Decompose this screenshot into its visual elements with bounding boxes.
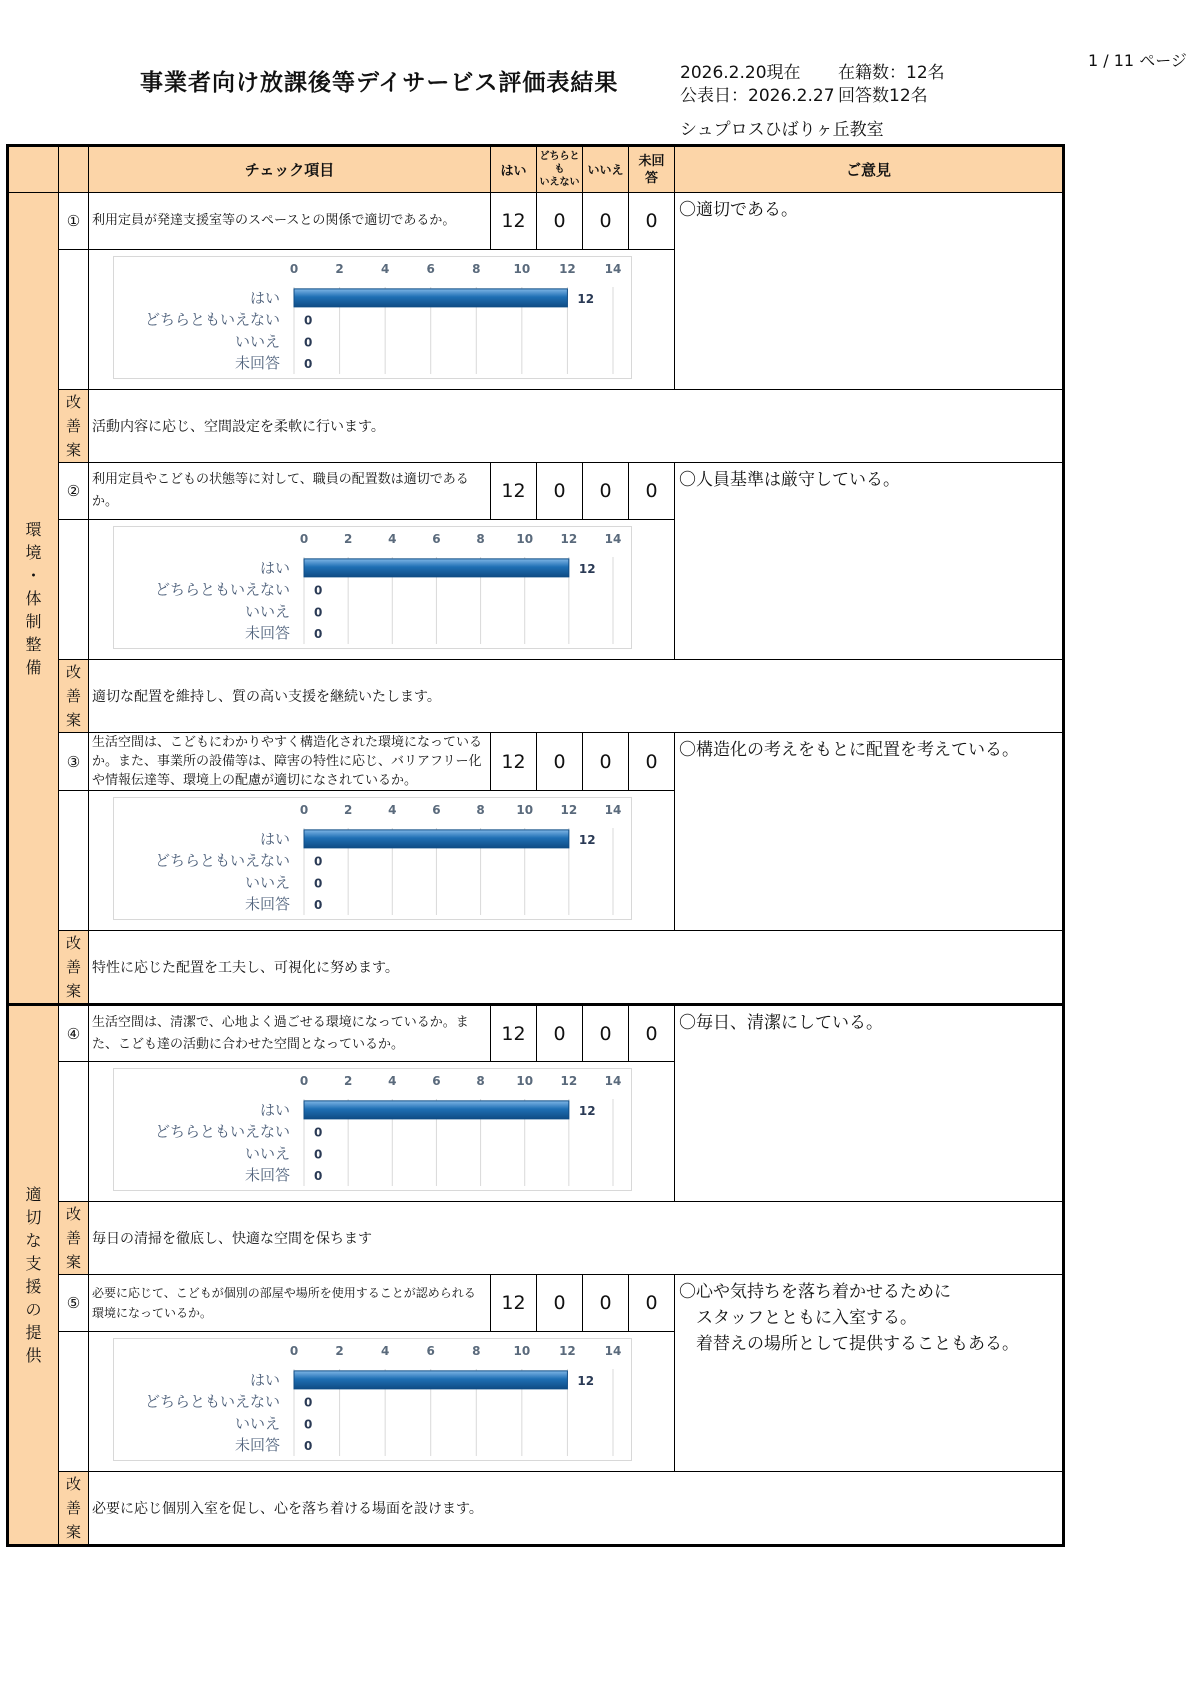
tick-label: 2 xyxy=(343,532,353,546)
data-label: 0 xyxy=(304,1395,313,1410)
bar-chart xyxy=(113,526,632,649)
count-yes: 12 xyxy=(491,1275,537,1332)
category-label: 未回答 xyxy=(244,895,290,914)
tick-label: 10 xyxy=(516,532,534,546)
response-count: 回答数12名 xyxy=(838,86,928,106)
header-check: チェック項目 xyxy=(89,146,491,193)
improvement-label: 改 善 案 xyxy=(59,1202,89,1275)
improvement-text: 特性に応じた配置を工夫し、可視化に努めます。 xyxy=(89,931,1064,1005)
data-label: 12 xyxy=(578,561,596,576)
tick-label: 4 xyxy=(380,262,390,276)
page-number: 1 / 11 ページ xyxy=(1088,51,1187,70)
category-label: どちらともいえない xyxy=(154,580,290,599)
chart-svg xyxy=(114,257,631,378)
opinion-cell: 〇人員基準は厳守している。 xyxy=(675,463,1064,660)
item-question: 必要に応じて、こどもが個別の部屋や場所を使用することが認められる環境になっているか。 xyxy=(89,1275,491,1332)
chart-cell xyxy=(89,250,675,390)
category-label: いいえ xyxy=(234,1414,280,1433)
tick-label: 8 xyxy=(472,1344,481,1358)
category-label: いいえ xyxy=(234,332,280,351)
tick-label: 10 xyxy=(513,262,531,276)
data-label: 0 xyxy=(304,313,313,328)
tick-label: 8 xyxy=(476,1074,485,1088)
tick-label: 10 xyxy=(516,1074,534,1088)
bar-chart xyxy=(113,256,632,379)
category-environment: 環 境 ・ 体 制 整 備 xyxy=(8,193,59,1005)
enrolled-count: 在籍数：12名 xyxy=(838,63,945,83)
improvement-row xyxy=(8,390,1064,463)
tick-label: 6 xyxy=(432,803,441,817)
classroom-name: シュプロスひばりヶ丘教室 xyxy=(680,120,884,140)
item-question: 利用定員やこどもの状態等に対して、職員の配置数は適切であるか。 xyxy=(89,463,491,520)
improvement-label: 改 善 案 xyxy=(59,660,89,733)
data-label: 0 xyxy=(314,1125,323,1140)
chart-cell xyxy=(89,520,675,660)
opinion-cell: 〇構造化の考えをもとに配置を考えている。 xyxy=(675,733,1064,931)
item-row xyxy=(8,1275,1064,1332)
item-number: ⑤ xyxy=(59,1275,89,1332)
count-yes: 12 xyxy=(491,193,537,250)
bar-chart xyxy=(113,797,632,920)
item-question: 利用定員が発達支援室等のスペースとの関係で適切であるか。 xyxy=(89,193,491,250)
data-label: 0 xyxy=(314,898,323,913)
chart-svg xyxy=(114,527,631,648)
count-neither: 0 xyxy=(537,1005,583,1062)
item-row xyxy=(8,193,1064,250)
bar xyxy=(294,289,567,307)
data-label: 0 xyxy=(314,854,323,869)
count-neither: 0 xyxy=(537,1275,583,1332)
count-no: 0 xyxy=(583,1005,629,1062)
tick-label: 12 xyxy=(559,262,576,276)
tick-label: 6 xyxy=(426,262,435,276)
data-label: 0 xyxy=(304,357,313,372)
tick-label: 0 xyxy=(289,262,299,276)
count-unanswered: 0 xyxy=(629,193,675,250)
item-question: 生活空間は、清潔で、心地よく過ごせる環境になっているか。また、こども達の活動に合わせた空間となっているか。 xyxy=(89,1005,491,1062)
tick-label: 8 xyxy=(472,262,481,276)
tick-label: 6 xyxy=(432,532,441,546)
item-row xyxy=(8,1005,1064,1062)
tick-label: 0 xyxy=(299,532,309,546)
item-number: ④ xyxy=(59,1005,89,1062)
category-label: どちらともいえない xyxy=(144,310,280,329)
header-opinion: ご意見 xyxy=(675,146,1064,193)
improvement-row xyxy=(8,1202,1064,1275)
tick-label: 12 xyxy=(560,803,578,817)
data-label: 12 xyxy=(577,291,595,306)
data-label: 0 xyxy=(314,583,323,598)
category-label: はい xyxy=(259,829,290,848)
improvement-row xyxy=(8,660,1064,733)
category-label: はい xyxy=(259,1100,290,1119)
count-no: 0 xyxy=(583,193,629,250)
data-label: 0 xyxy=(314,876,323,891)
tick-label: 2 xyxy=(335,262,344,276)
category-label: 未回答 xyxy=(244,624,290,643)
tick-label: 4 xyxy=(388,1074,397,1088)
data-label: 0 xyxy=(304,1439,313,1454)
tick-label: 14 xyxy=(604,1344,622,1358)
count-yes: 12 xyxy=(491,1005,537,1062)
count-unanswered: 0 xyxy=(629,463,675,520)
category-label: はい xyxy=(259,558,290,577)
count-yes: 12 xyxy=(491,463,537,520)
chart-cell xyxy=(89,1332,675,1472)
count-no: 0 xyxy=(583,463,629,520)
tick-label: 8 xyxy=(476,803,485,817)
data-label: 0 xyxy=(314,627,323,642)
improvement-label: 改 善 案 xyxy=(59,1472,89,1546)
data-label: 0 xyxy=(314,1147,323,1162)
tick-label: 0 xyxy=(289,1344,299,1358)
item-row xyxy=(8,463,1064,520)
improvement-text: 適切な配置を維持し、質の高い支援を継続いたします。 xyxy=(89,660,1064,733)
data-label: 12 xyxy=(577,1373,595,1388)
tick-label: 12 xyxy=(559,1344,576,1358)
category-label: はい xyxy=(249,1370,280,1389)
improvement-row xyxy=(8,931,1064,1005)
opinion-cell: 〇心や気持ちを落ち着かせるために スタッフとともに入室する。 着替えの場所として提供することもある。 xyxy=(675,1275,1064,1472)
category-label: どちらともいえない xyxy=(154,851,290,870)
tick-label: 4 xyxy=(388,803,397,817)
as-of-date: 2026.2.20現在 xyxy=(680,63,801,83)
tick-label: 14 xyxy=(604,1074,622,1088)
category-label: いいえ xyxy=(244,602,290,621)
opinion-cell: 〇毎日、清潔にしている。 xyxy=(675,1005,1064,1202)
category-label: どちらともいえない xyxy=(154,1122,290,1141)
count-neither: 0 xyxy=(537,193,583,250)
data-label: 0 xyxy=(314,605,323,620)
improvement-text: 毎日の清掃を徹底し、快適な空間を保ちます xyxy=(89,1202,1064,1275)
category-label: 未回答 xyxy=(234,354,280,373)
header-row xyxy=(8,146,1064,193)
tick-label: 6 xyxy=(432,1074,441,1088)
category-label: どちらともいえない xyxy=(144,1392,280,1411)
tick-label: 6 xyxy=(426,1344,435,1358)
category-label: 未回答 xyxy=(244,1166,290,1185)
tick-label: 2 xyxy=(343,803,353,817)
tick-label: 12 xyxy=(560,1074,578,1088)
data-label: 0 xyxy=(314,1169,323,1184)
tick-label: 0 xyxy=(299,803,309,817)
chart-svg xyxy=(114,1339,631,1460)
improvement-row xyxy=(8,1472,1064,1546)
chart-svg xyxy=(114,798,631,919)
header-neither: どちらとも いえない xyxy=(537,146,583,193)
tick-label: 8 xyxy=(476,532,485,546)
chart-cell xyxy=(89,791,675,931)
count-no: 0 xyxy=(583,733,629,791)
item-question: 生活空間は、こどもにわかりやすく構造化された環境になっているか。また、事業所の設備等は、障害の特性に応じ、バリアフリー化や情報伝達等、環境上の配慮が適切になされているか。 xyxy=(89,733,491,791)
tick-label: 2 xyxy=(343,1074,353,1088)
tick-label: 14 xyxy=(604,803,622,817)
improvement-text: 必要に応じ個別入室を促し、心を落ち着ける場面を設けます。 xyxy=(89,1472,1064,1546)
chart-svg xyxy=(114,1069,631,1190)
category-label: いいえ xyxy=(244,873,290,892)
item-number: ③ xyxy=(59,733,89,791)
opinion-cell: 〇適切である。 xyxy=(675,193,1064,390)
count-neither: 0 xyxy=(537,733,583,791)
tick-label: 12 xyxy=(560,532,578,546)
tick-label: 2 xyxy=(335,1344,344,1358)
evaluation-table xyxy=(6,144,1065,1547)
improvement-label: 改 善 案 xyxy=(59,931,89,1005)
tick-label: 4 xyxy=(380,1344,390,1358)
bar xyxy=(304,1101,569,1119)
header-unanswered: 未回答 xyxy=(629,146,675,193)
category-label: はい xyxy=(249,288,280,307)
tick-label: 4 xyxy=(388,532,397,546)
bar-chart xyxy=(113,1068,632,1191)
tick-label: 14 xyxy=(604,262,622,276)
header-no: いいえ xyxy=(583,146,629,193)
bar xyxy=(304,830,569,848)
data-label: 12 xyxy=(578,1103,596,1118)
count-unanswered: 0 xyxy=(629,1005,675,1062)
tick-label: 10 xyxy=(516,803,534,817)
count-yes: 12 xyxy=(491,733,537,791)
header-yes: はい xyxy=(491,146,537,193)
improvement-text: 活動内容に応じ、空間設定を柔軟に行います。 xyxy=(89,390,1064,463)
chart-cell xyxy=(89,1062,675,1202)
bar-chart xyxy=(113,1338,632,1461)
data-label: 0 xyxy=(304,1417,313,1432)
improvement-label: 改 善 案 xyxy=(59,390,89,463)
bar xyxy=(304,559,569,577)
item-number: ① xyxy=(59,193,89,250)
tick-label: 0 xyxy=(299,1074,309,1088)
count-unanswered: 0 xyxy=(629,1275,675,1332)
category-support: 適 切 な 支 援 の 提 供 xyxy=(8,1005,59,1546)
item-number: ② xyxy=(59,463,89,520)
item-row xyxy=(8,733,1064,791)
bar xyxy=(294,1371,567,1389)
tick-label: 14 xyxy=(604,532,622,546)
published-date: 公表日：2026.2.27 xyxy=(680,86,835,106)
count-neither: 0 xyxy=(537,463,583,520)
page-title: 事業者向け放課後等デイサービス評価表結果 xyxy=(140,70,619,96)
count-unanswered: 0 xyxy=(629,733,675,791)
tick-label: 10 xyxy=(513,1344,531,1358)
data-label: 0 xyxy=(304,335,313,350)
category-label: 未回答 xyxy=(234,1436,280,1455)
category-label: いいえ xyxy=(244,1144,290,1163)
data-label: 12 xyxy=(578,832,596,847)
count-no: 0 xyxy=(583,1275,629,1332)
